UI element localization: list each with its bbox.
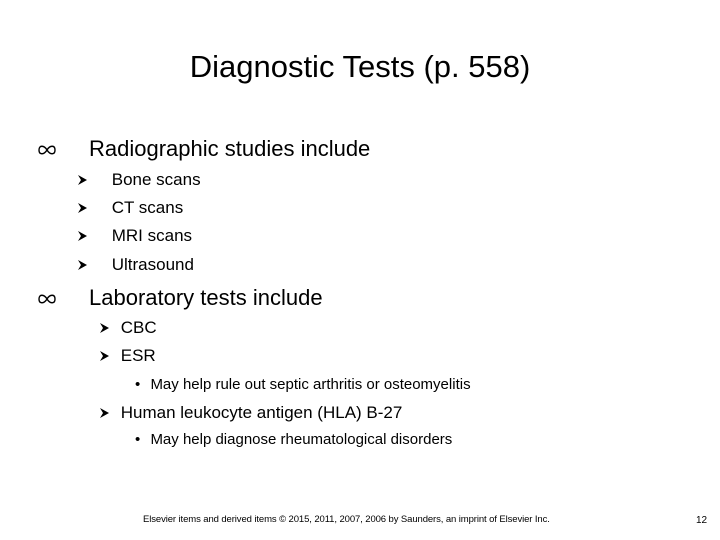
arrow-bullet-icon (77, 174, 88, 186)
arrow-bullet-icon (77, 259, 88, 271)
arrow-bullet-icon (99, 350, 110, 362)
list-item (77, 170, 201, 190)
list-item (99, 346, 156, 366)
page-number: 12 (696, 515, 708, 526)
list-item-label: MRI scans (111, 226, 193, 245)
section-heading: Radiographic studies include (89, 136, 371, 161)
arrow-bullet-icon (99, 407, 110, 419)
list-item-label: CT scans (111, 198, 184, 217)
list-item-label: Human leukocyte antigen (HLA) B-27 (120, 403, 403, 422)
sub-sub-bullet: • (135, 431, 141, 448)
sub-sub-bullet: • (135, 376, 141, 393)
list-item-label: Ultrasound (111, 255, 194, 274)
infinity-icon (36, 293, 58, 305)
sub-note (135, 431, 452, 449)
list-item-label: ESR (120, 346, 156, 365)
list-item-label: Bone scans (111, 170, 201, 189)
list-item (77, 226, 192, 246)
section-heading: Laboratory tests include (89, 285, 323, 310)
sub-note (135, 376, 471, 394)
slide-title: Diagnostic Tests (p. 558) (189, 49, 531, 84)
list-item (99, 403, 402, 423)
arrow-bullet-icon (77, 230, 88, 242)
list-item (77, 255, 194, 275)
sub-note-text: May help diagnose rheumatological disorders (150, 431, 453, 448)
list-item-label: CBC (120, 318, 157, 337)
infinity-icon (36, 144, 58, 156)
list-item (77, 198, 183, 218)
list-item (99, 318, 157, 338)
sub-note-text: May help rule out septic arthritis or osteomyelitis (150, 376, 471, 393)
arrow-bullet-icon (77, 202, 88, 214)
copyright-footer: Elsevier items and derived items © 2015, 2011, 2007, 2006 by Saunders, an imprint of Elsevier Inc. (143, 514, 550, 525)
arrow-bullet-icon (99, 322, 110, 334)
